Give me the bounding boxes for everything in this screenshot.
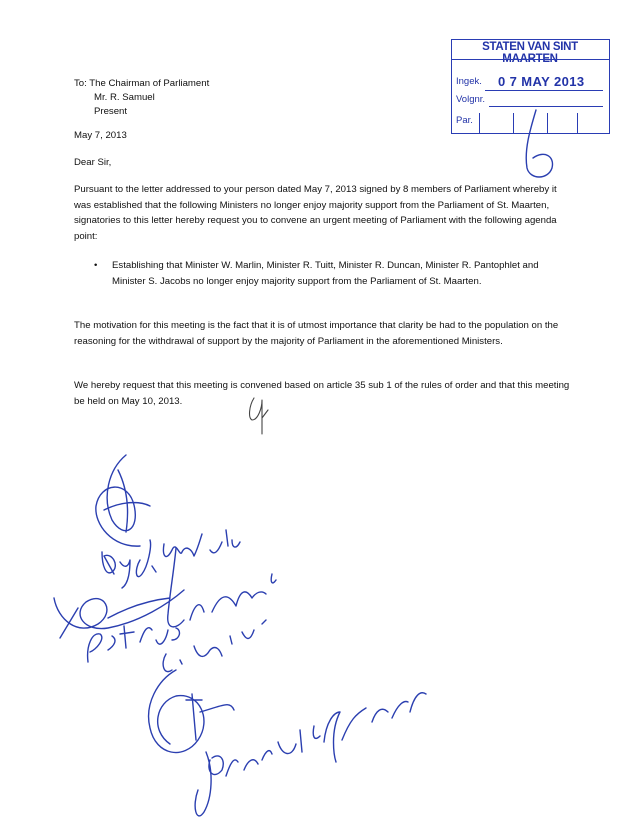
addressee-present: Present — [94, 106, 128, 117]
stamp-par-label: Par. — [456, 115, 473, 126]
stamp-title: STATEN VAN SINT MAARTEN — [482, 41, 578, 65]
initial-mark — [250, 398, 268, 434]
paragraph-motivation: The motivation for this meeting is the fact that it is of utmost importance that clarity be had to the population on the reasoning for the withdrawal of support by the majority of Parliament in the aforementioned Ministers. — [74, 320, 559, 347]
addressee-line: To: The Chairman of Parliament — [74, 78, 210, 89]
stamp-volgnr-label: Volgnr. — [456, 94, 486, 105]
signature-gracita-mark — [209, 693, 426, 776]
signature-1-mark — [96, 455, 150, 546]
signature-silvio-mark — [163, 620, 266, 672]
stamp-date: 0 7 MAY 2013 — [498, 74, 585, 89]
signature-roy-mark — [102, 530, 240, 588]
addressee-name: Mr. R. Samuel — [94, 92, 155, 103]
agenda-point-text: Establishing that Minister W. Marlin, Minister R. Tuitt, Minister R. Duncan, Minister R. Pantophlet and Minister S. Jacobs no longer enjoy majority support from the Parliament of St. Maarten. — [112, 260, 539, 287]
stamp-ingek-label: Ingek. — [456, 76, 482, 87]
paragraph-request: Pursuant to the letter addressed to your person dated May 7, 2013 signed by 8 members of Parliament whereby it was established that the following Ministers no longer enjoy majority support from the Parliament of St. Maarten, signatories to this letter hereby request you to convene an urgent meeting of Parliament with the following agenda point: — [74, 184, 557, 242]
letter-date: May 7, 2013 — [74, 130, 127, 141]
bullet-icon: • — [94, 260, 98, 271]
salutation: Dear Sir, — [74, 157, 112, 168]
signature-3-mark — [149, 670, 234, 816]
stamp-number-mark — [526, 110, 552, 177]
paragraph-article: We hereby request that this meeting is convened based on article 35 sub 1 of the rules of order and that this meeting be held on May 10, 2013. — [74, 380, 570, 407]
signature-2-mark — [54, 548, 184, 638]
signature-petrus-mark — [88, 574, 276, 662]
